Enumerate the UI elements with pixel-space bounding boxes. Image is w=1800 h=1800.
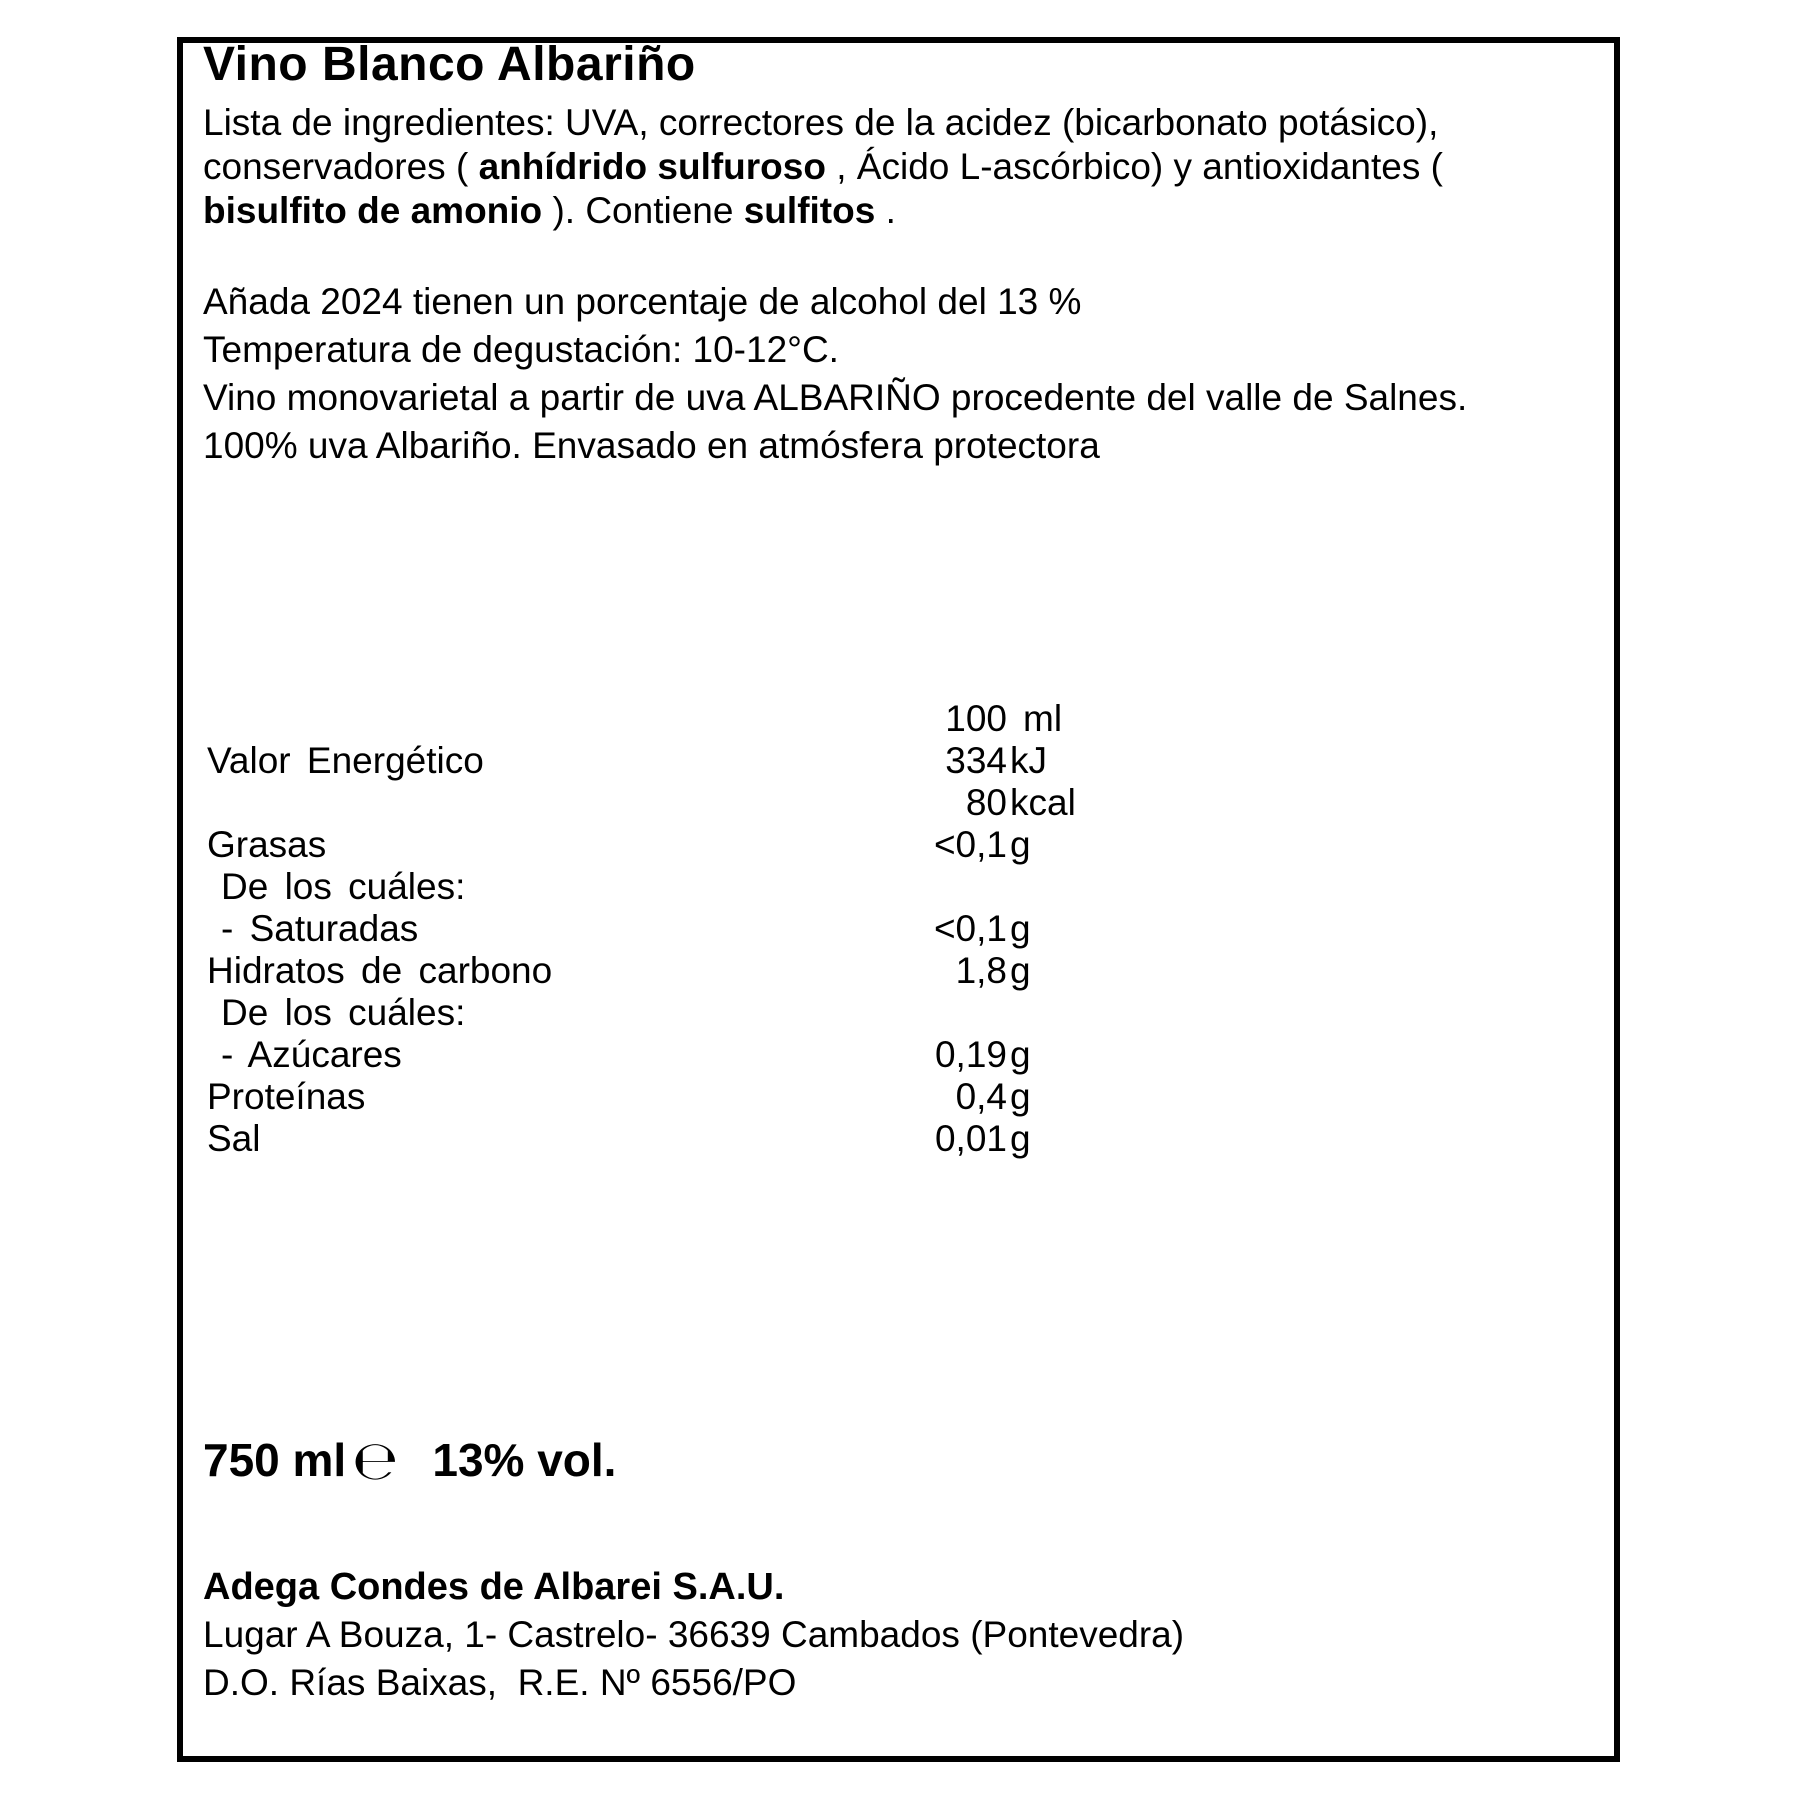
nutrition-row-protein <box>183 1076 1614 1118</box>
ingredients-line-3 <box>203 189 1584 233</box>
serving-temperature-line: Temperatura de degustación: 10-12°C. <box>203 329 839 370</box>
ingredients-text: conservadores ( <box>203 146 479 187</box>
nutrient-value: 0,19 <box>934 1034 1007 1075</box>
nutrient-value: 0,01 <box>934 1118 1007 1159</box>
nutrient-label: De los cuáles: <box>221 866 466 907</box>
vintage-alcohol-line: Añada 2024 tienen un porcentaje de alcohol del 13 % <box>203 281 1082 322</box>
ingredients-text: . <box>875 190 896 231</box>
nutrient-label: - Azúcares <box>221 1034 402 1075</box>
ingredients-text: Lista de ingredientes: UVA, correctores de la acidez (bicarbonato potásico), <box>203 102 1439 143</box>
nutrient-label: Hidratos de carbono <box>207 950 553 991</box>
ingredient-highlight-sulfuroso: anhídrido sulfuroso <box>478 146 826 187</box>
nutrient-value: <0,1 <box>933 908 1007 949</box>
wine-details-paragraph <box>203 278 1584 470</box>
nutrition-row-of-which-1 <box>183 866 1614 908</box>
nutrient-label: De los cuáles: <box>221 992 466 1033</box>
nutrient-unit: kJ <box>1010 740 1047 781</box>
nutrition-row-energy-kj <box>183 740 1614 782</box>
ingredients-text: ). Contiene <box>542 190 744 231</box>
nutrient-label: Sal <box>207 1118 261 1159</box>
net-quantity-line <box>203 1429 617 1492</box>
ingredients-paragraph <box>203 101 1584 233</box>
nutrient-label: Valor Energético <box>207 740 484 781</box>
nutrient-value: 80 <box>965 782 1007 823</box>
nutrient-label: Grasas <box>207 824 327 865</box>
estimated-sign: ℮ <box>352 1429 399 1492</box>
nutrient-unit: g <box>1010 1118 1031 1159</box>
nutrient-label: Proteínas <box>207 1076 366 1117</box>
nutrient-label: - Saturadas <box>221 908 419 949</box>
nutrition-row-saturated <box>183 908 1614 950</box>
nutrient-value: 334 <box>945 740 1007 781</box>
wine-back-label <box>177 37 1620 1762</box>
nutrition-row-fat <box>183 824 1614 866</box>
nutrient-unit: kcal <box>1010 782 1076 823</box>
nutrient-unit: g <box>1010 824 1031 865</box>
nutrient-value: 1,8 <box>955 950 1007 991</box>
nutrition-row-sugars <box>183 1034 1614 1076</box>
producer-address: Lugar A Bouza, 1- Castrelo- 36639 Cambados (Pontevedra) <box>203 1614 1185 1655</box>
producer-block <box>203 1563 1584 1707</box>
ingredients-line-2 <box>203 145 1584 189</box>
net-volume: 750 ml <box>203 1434 347 1486</box>
nutrition-row-of-which-2 <box>183 992 1614 1034</box>
nutrient-value: <0,1 <box>933 824 1007 865</box>
nutrition-row-salt <box>183 1118 1614 1160</box>
producer-registry: D.O. Rías Baixas, R.E. Nº 6556/PO <box>203 1662 797 1703</box>
nutrient-unit: g <box>1010 908 1031 949</box>
varietal-origin-line: Vino monovarietal a partir de uva ALBARIÑO procedente del valle de Salnes. <box>203 377 1468 418</box>
serving-size-unit: ml <box>1023 698 1063 739</box>
serving-size-value: 100 <box>945 698 1007 739</box>
ingredients-text: , Ácido L-ascórbico) y antioxidantes ( <box>825 146 1443 187</box>
nutrient-unit: g <box>1010 1034 1031 1075</box>
alcohol-strength: 13% vol. <box>432 1434 617 1486</box>
nutrient-value: 0,4 <box>955 1076 1007 1117</box>
ingredient-highlight-bisulfito: bisulfito de amonio <box>203 190 543 231</box>
nutrient-unit: g <box>1010 950 1031 991</box>
ingredient-highlight-sulfitos: sulfitos <box>743 190 876 231</box>
nutrition-column-header-row <box>183 698 1614 740</box>
ingredients-line-1 <box>203 101 1584 145</box>
packaging-line: 100% uva Albariño. Envasado en atmósfera protectora <box>203 425 1100 466</box>
nutrition-table <box>183 698 1614 1160</box>
product-title: Vino Blanco Albariño <box>203 38 696 91</box>
nutrition-row-energy-kcal <box>183 782 1614 824</box>
nutrition-row-carbohydrate <box>183 950 1614 992</box>
nutrient-unit: g <box>1010 1076 1031 1117</box>
producer-name: Adega Condes de Albarei S.A.U. <box>203 1566 785 1608</box>
